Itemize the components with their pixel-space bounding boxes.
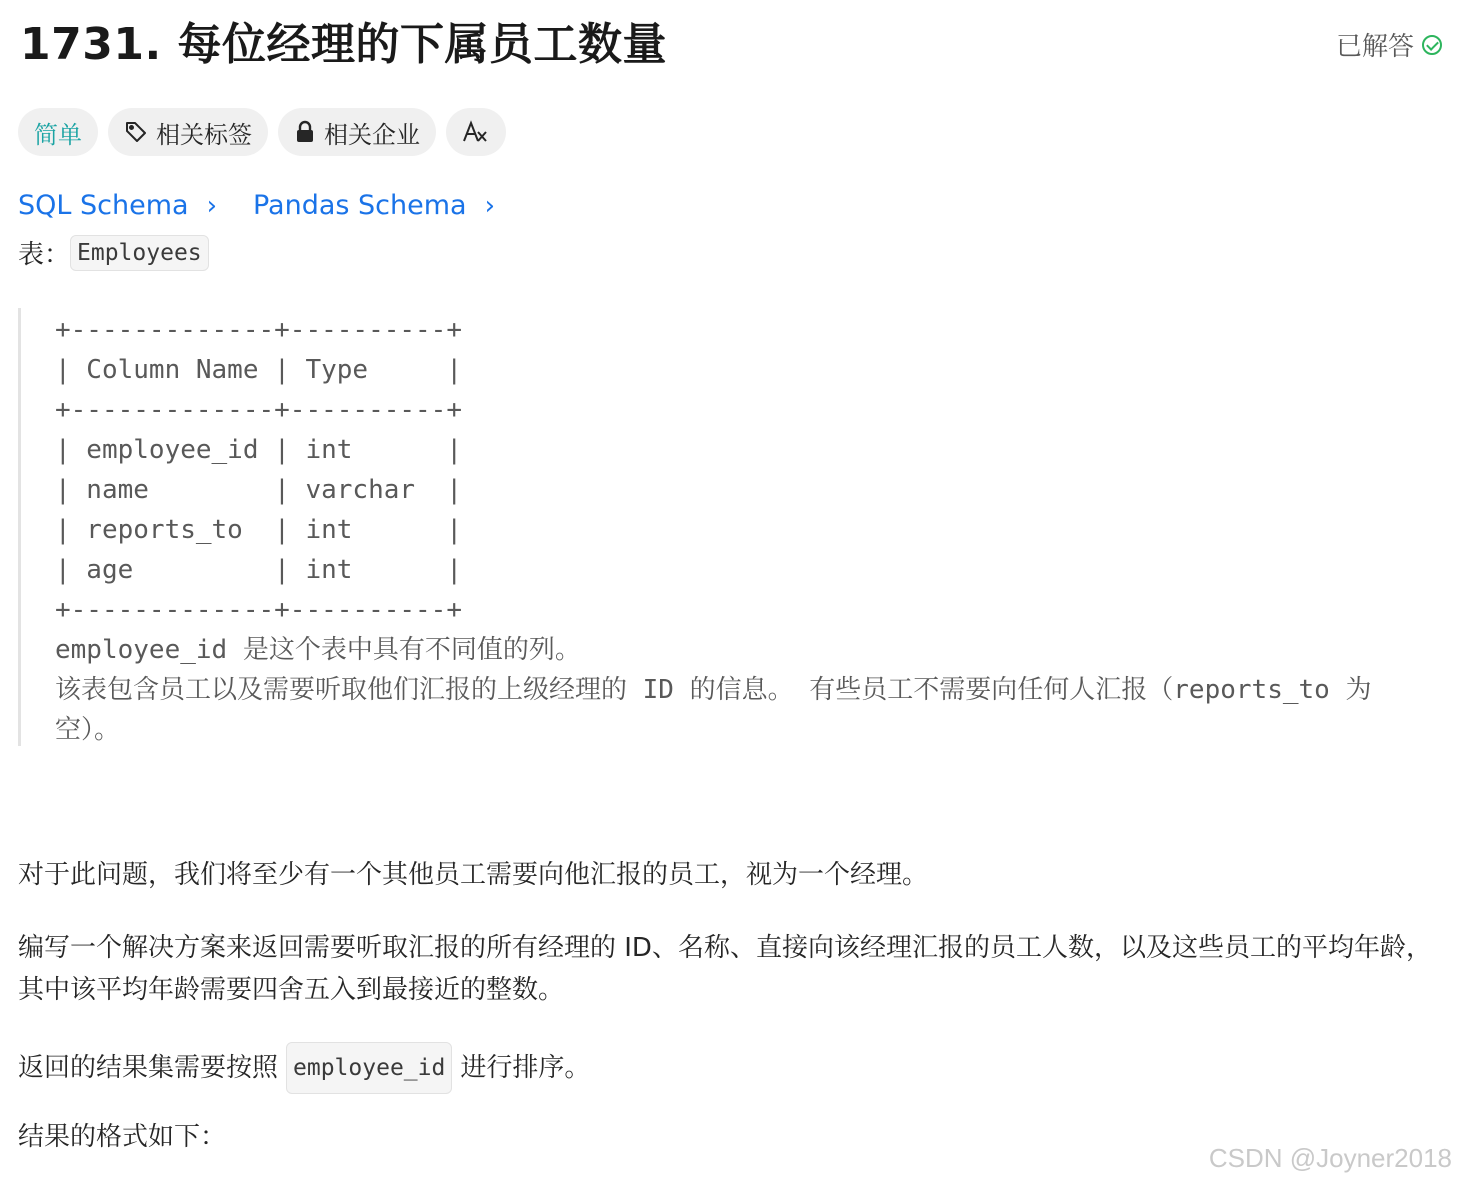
check-circle-icon <box>1422 35 1442 55</box>
solved-status <box>1336 26 1442 63</box>
tag-icon <box>124 120 148 144</box>
table-border: +-------------+----------+ <box>55 595 462 625</box>
chevron-right-icon: › <box>484 190 496 221</box>
table-row: | name | varchar | <box>55 475 462 505</box>
description-paragraph <box>18 1042 1438 1094</box>
watermark: CSDN @Joyner2018 <box>1208 1143 1452 1173</box>
sort-text-after: 进行排序。 <box>460 1053 591 1083</box>
translate-button[interactable] <box>446 108 506 156</box>
table-row: | reports_to | int | <box>55 515 462 545</box>
problem-title: 1731. 每位经理的下属员工数量 <box>20 19 667 70</box>
schema-table <box>55 310 462 630</box>
sql-schema-link[interactable] <box>18 190 253 221</box>
related-companies-button[interactable] <box>278 108 436 156</box>
difficulty-label: 简单 <box>34 120 82 149</box>
related-tags-label: 相关标签 <box>156 120 252 149</box>
pandas-schema-label: Pandas Schema <box>252 190 467 221</box>
pandas-schema-link[interactable] <box>253 190 531 221</box>
table-header-row: | Column Name | Type | <box>55 355 462 385</box>
table-border: +-------------+----------+ <box>55 315 462 345</box>
sql-schema-label: SQL Schema <box>18 190 189 221</box>
difficulty-badge[interactable] <box>18 108 98 156</box>
table-prefix: 表： <box>18 240 71 270</box>
table-name-code: Employees <box>70 235 209 271</box>
related-companies-label: 相关企业 <box>324 120 420 149</box>
description-paragraph: 编写一个解决方案来返回需要听取汇报的所有经理的 ID、名称、直接向该经理汇报的员工人数，以及这些员工的平均年龄，其中该平均年龄需要四舍五入到最接近的整数。 <box>18 933 1432 1005</box>
schema-note <box>55 630 1435 750</box>
description-paragraph: 对于此问题，我们将至少有一个其他员工需要向他汇报的员工，视为一个经理。 <box>18 860 929 890</box>
table-row: | age | int | <box>55 555 462 585</box>
translate-icon <box>462 120 490 144</box>
table-name-line <box>18 234 209 271</box>
sort-column-code: employee_id <box>286 1042 452 1094</box>
table-row: | employee_id | int | <box>55 435 462 465</box>
tag-bar <box>18 108 506 156</box>
related-tags-button[interactable] <box>108 108 268 156</box>
chevron-right-icon: › <box>206 190 217 221</box>
description-paragraph: 结果的格式如下： <box>18 1122 227 1152</box>
lock-icon <box>294 120 316 144</box>
schema-code-block <box>18 308 1438 746</box>
schema-links <box>18 190 531 221</box>
schema-note-line: 该表包含员工以及需要听取他们汇报的上级经理的 ID 的信息。 有些员工不需要向任何人汇报（reports_to 为空）。 <box>55 675 1372 745</box>
schema-note-line: employee_id 是这个表中具有不同值的列。 <box>55 635 581 665</box>
solved-label: 已解答 <box>1335 32 1414 62</box>
sort-text-before: 返回的结果集需要按照 <box>18 1053 279 1083</box>
table-border: +-------------+----------+ <box>55 395 462 425</box>
